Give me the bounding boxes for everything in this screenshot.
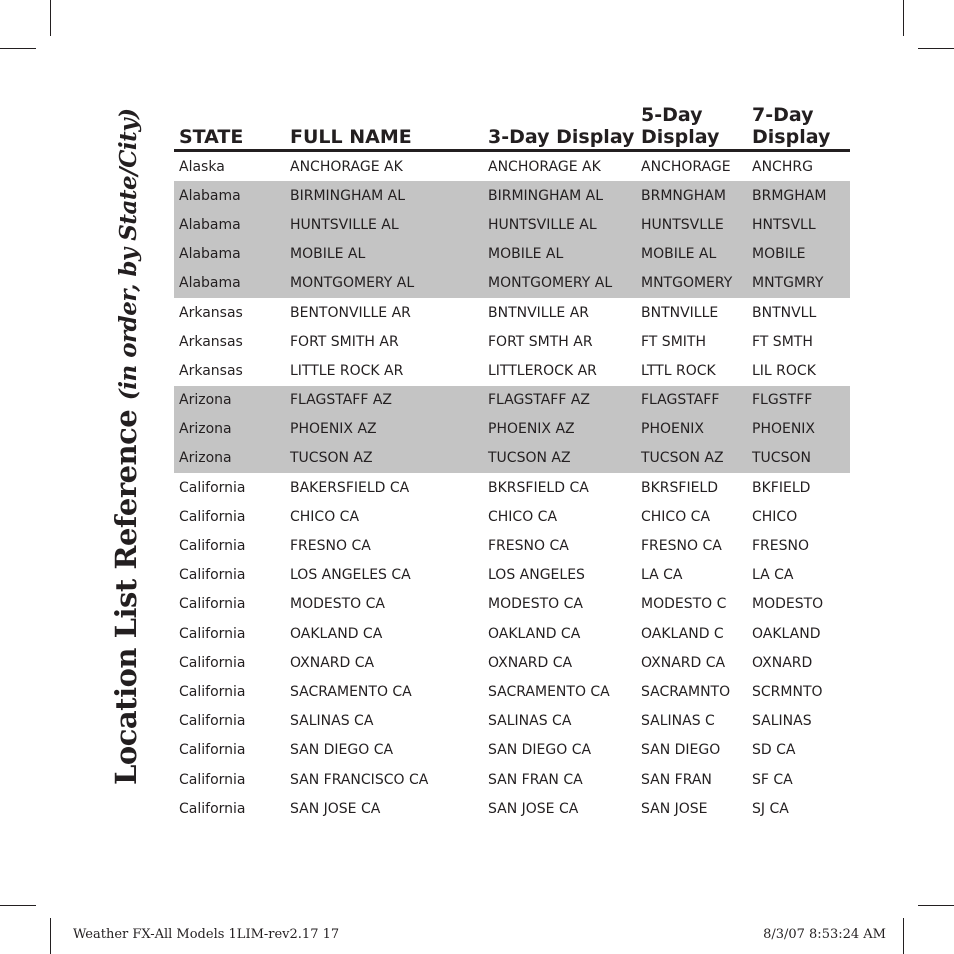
cell-full-name: SALINAS CA (290, 713, 374, 730)
cell-full-name: MOBILE AL (285, 240, 483, 269)
cell-full-name: SACRAMENTO CA (290, 683, 412, 700)
cell-7-day: TUCSON (747, 444, 850, 473)
cell-state: California (179, 654, 246, 671)
cell-full-name: BIRMINGHAM AL (285, 181, 483, 210)
cell-3-day: SAN DIEGO CA (488, 742, 592, 759)
table-row (174, 151, 850, 182)
cell-full-name: SAN DIEGO CA (290, 742, 394, 759)
cell-state: California (179, 479, 246, 496)
cell-5-day: HUNTSVLLE (636, 210, 747, 239)
cell-5-day: FRESNO CA (641, 538, 722, 555)
cell-full-name: OAKLAND CA (290, 625, 383, 642)
cell-7-day: MODESTO (752, 596, 824, 613)
cell-state: Alabama (174, 210, 285, 239)
cell-7-day: HNTSVLL (747, 210, 850, 239)
cell-3-day: TUCSON AZ (483, 444, 636, 473)
cell-7-day: LIL ROCK (752, 362, 816, 379)
cell-5-day: SAN JOSE (641, 800, 708, 817)
cell-7-day: CHICO (752, 508, 798, 525)
table-row (174, 561, 850, 590)
cell-5-day: CHICO CA (641, 508, 711, 525)
header-7-day-display: 7-Day Display (747, 104, 850, 151)
cell-5-day: SACRAMNTO (641, 683, 731, 700)
cell-full-name: MONTGOMERY AL (285, 269, 483, 298)
cell-3-day: FORT SMTH AR (488, 333, 593, 350)
cell-state: California (179, 625, 246, 642)
cell-7-day: LA CA (752, 567, 794, 584)
cell-state: Arkansas (179, 333, 243, 350)
cell-full-name: TUCSON AZ (285, 444, 483, 473)
crop-mark-top-left-h (0, 48, 36, 49)
header-full-name: FULL NAME (285, 104, 483, 151)
cell-state: California (179, 538, 246, 555)
crop-mark-top-right-v (903, 0, 904, 36)
cell-3-day: MOBILE AL (483, 240, 636, 269)
cell-3-day: SAN JOSE CA (488, 800, 579, 817)
cell-3-day: BNTNVILLE AR (488, 304, 590, 321)
cell-3-day: LOS ANGELES (488, 567, 585, 584)
cell-full-name: HUNTSVILLE AL (285, 210, 483, 239)
cell-3-day: SALINAS CA (488, 713, 572, 730)
cell-5-day: SAN FRAN (641, 771, 712, 788)
table-row (174, 707, 850, 736)
cell-7-day: MOBILE (747, 240, 850, 269)
side-title-subtitle: (in order, by State/City) (115, 108, 142, 401)
cell-3-day: MONTGOMERY AL (483, 269, 636, 298)
cell-3-day: LITTLEROCK AR (488, 362, 597, 379)
crop-mark-top-right-h (918, 48, 954, 49)
cell-state: Arkansas (179, 362, 243, 379)
table-row (174, 473, 850, 502)
table-row (174, 181, 850, 210)
cell-full-name: BAKERSFIELD CA (290, 479, 410, 496)
cell-3-day: BKRSFIELD CA (488, 479, 589, 496)
cell-7-day: SALINAS (752, 713, 812, 730)
cell-7-day: MNTGMRY (747, 269, 850, 298)
table-row (174, 765, 850, 794)
crop-mark-top-left-v (50, 0, 51, 36)
cell-5-day: MNTGOMERY (636, 269, 747, 298)
cell-3-day: FRESNO CA (488, 538, 569, 555)
table-row (174, 415, 850, 444)
cell-5-day: SAN DIEGO (641, 742, 721, 759)
cell-7-day: FT SMTH (752, 333, 813, 350)
cell-5-day: MOBILE AL (636, 240, 747, 269)
cell-5-day: SALINAS C (641, 713, 715, 730)
cell-7-day: BNTNVLL (752, 304, 817, 321)
cell-state: California (179, 742, 246, 759)
cell-5-day: OAKLAND C (641, 625, 724, 642)
cell-state: Alabama (174, 269, 285, 298)
cell-3-day: FLAGSTAFF AZ (483, 386, 636, 415)
crop-mark-bottom-right-h (918, 905, 954, 906)
cell-7-day: ANCHRG (752, 158, 813, 175)
location-table (174, 104, 850, 823)
cell-7-day: SD CA (752, 742, 796, 759)
table-row (174, 648, 850, 677)
cell-state: Alabama (174, 240, 285, 269)
cell-full-name: BENTONVILLE AR (290, 304, 411, 321)
cell-state: California (179, 683, 246, 700)
cell-5-day: MODESTO C (641, 596, 727, 613)
cell-full-name: FORT SMITH AR (290, 333, 399, 350)
table-row (174, 327, 850, 356)
cell-7-day: FLGSTFF (747, 386, 850, 415)
table-row (174, 386, 850, 415)
cell-5-day: OXNARD CA (641, 654, 726, 671)
table-row (174, 298, 850, 327)
cell-5-day: TUCSON AZ (636, 444, 747, 473)
crop-mark-bottom-left-v (50, 918, 51, 954)
cell-7-day: OAKLAND (752, 625, 821, 642)
table-row (174, 590, 850, 619)
header-3-day-display: 3-Day Display (483, 104, 636, 151)
side-title (108, 108, 147, 785)
cell-state: California (179, 567, 246, 584)
cell-full-name: ANCHORAGE AK (290, 158, 403, 175)
cell-5-day: BKRSFIELD (641, 479, 719, 496)
cell-5-day: ANCHORAGE (641, 158, 731, 175)
cell-state: California (179, 596, 246, 613)
table-row (174, 736, 850, 765)
table-row (174, 794, 850, 823)
table-row (174, 531, 850, 560)
table-row (174, 677, 850, 706)
cell-5-day: FLAGSTAFF (636, 386, 747, 415)
cell-7-day: PHOENIX (747, 415, 850, 444)
cell-state: California (179, 771, 246, 788)
cell-5-day: LTTL ROCK (641, 362, 716, 379)
cell-7-day: BRMGHAM (747, 181, 850, 210)
table-row (174, 269, 850, 298)
cell-3-day: HUNTSVILLE AL (483, 210, 636, 239)
cell-full-name: SAN JOSE CA (290, 800, 381, 817)
cell-3-day: SAN FRAN CA (488, 771, 583, 788)
table-row (174, 356, 850, 385)
cell-state: California (179, 800, 246, 817)
table-header-row (174, 104, 850, 151)
side-title-main: Location List Reference (109, 409, 143, 785)
cell-7-day: SCRMNTO (752, 683, 823, 700)
cell-3-day: SACRAMENTO CA (488, 683, 610, 700)
cell-3-day: MODESTO CA (488, 596, 583, 613)
cell-3-day: BIRMINGHAM AL (483, 181, 636, 210)
cell-full-name: SAN FRANCISCO CA (290, 771, 429, 788)
cell-5-day: PHOENIX (636, 415, 747, 444)
cell-full-name: FRESNO CA (290, 538, 371, 555)
crop-mark-bottom-right-v (903, 918, 904, 954)
table-row (174, 619, 850, 648)
cell-7-day: OXNARD (752, 654, 813, 671)
cell-full-name: LITTLE ROCK AR (290, 362, 404, 379)
cell-state: Arizona (174, 444, 285, 473)
cell-full-name: CHICO CA (290, 508, 360, 525)
footer-file-info: Weather FX-All Models 1LIM-rev2.17 17 (73, 927, 340, 942)
cell-state: Arkansas (179, 304, 243, 321)
cell-state: California (179, 713, 246, 730)
cell-5-day: FT SMITH (641, 333, 706, 350)
cell-3-day: CHICO CA (488, 508, 558, 525)
cell-full-name: MODESTO CA (290, 596, 385, 613)
table-row (174, 210, 850, 239)
header-5-day-display: 5-Day Display (636, 104, 747, 151)
cell-3-day: OAKLAND CA (488, 625, 581, 642)
footer-timestamp: 8/3/07 8:53:24 AM (763, 927, 886, 942)
cell-state: Alaska (179, 158, 225, 175)
cell-7-day: BKFIELD (752, 479, 811, 496)
cell-7-day: FRESNO (752, 538, 810, 555)
cell-state: Arizona (174, 386, 285, 415)
cell-5-day: BNTNVILLE (641, 304, 719, 321)
table-body (174, 151, 850, 824)
cell-3-day: ANCHORAGE AK (488, 158, 601, 175)
table-row (174, 240, 850, 269)
cell-3-day: PHOENIX AZ (483, 415, 636, 444)
cell-7-day: SJ CA (752, 800, 789, 817)
cell-3-day: OXNARD CA (488, 654, 573, 671)
cell-7-day: SF CA (752, 771, 793, 788)
cell-full-name: OXNARD CA (290, 654, 375, 671)
cell-full-name: PHOENIX AZ (285, 415, 483, 444)
cell-5-day: LA CA (641, 567, 683, 584)
cell-5-day: BRMNGHAM (636, 181, 747, 210)
table-row (174, 444, 850, 473)
cell-state: California (179, 508, 246, 525)
cell-full-name: FLAGSTAFF AZ (285, 386, 483, 415)
table-row (174, 502, 850, 531)
cell-state: Arizona (174, 415, 285, 444)
cell-full-name: LOS ANGELES CA (290, 567, 411, 584)
header-state: STATE (174, 104, 285, 151)
cell-state: Alabama (174, 181, 285, 210)
crop-mark-bottom-left-h (0, 905, 36, 906)
